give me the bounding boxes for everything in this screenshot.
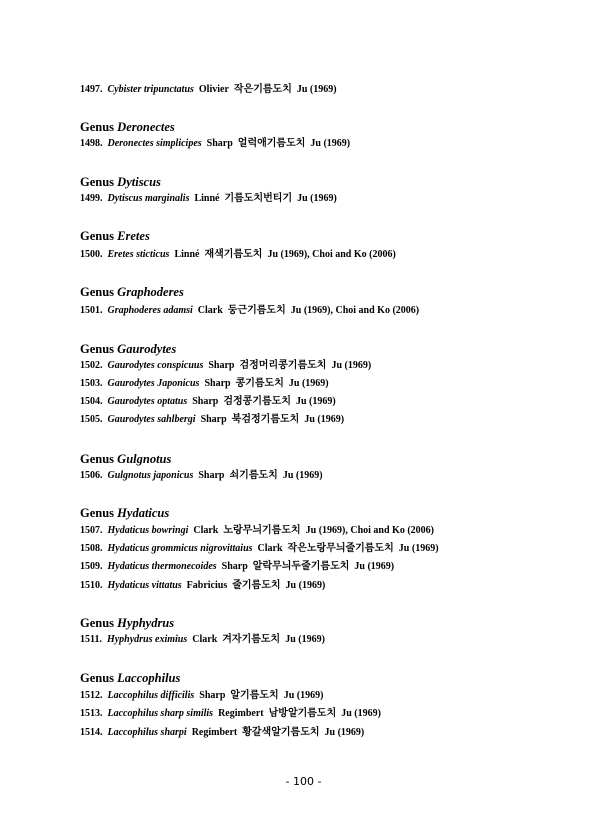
species-name: Eretes sticticus bbox=[107, 249, 170, 260]
korean-name: 남방알기름도치 bbox=[268, 708, 337, 719]
species-author: Sharp bbox=[204, 378, 231, 389]
species-entry bbox=[80, 689, 567, 703]
reference: Ju (1969) bbox=[324, 727, 365, 738]
species-entry bbox=[80, 304, 567, 318]
korean-name: 검정콩기름도치 bbox=[223, 396, 291, 407]
entry-number: 1497. bbox=[80, 84, 103, 95]
species-name: Gaurodytes sahlbergi bbox=[107, 414, 196, 425]
species-entry bbox=[80, 377, 567, 391]
korean-name: 쇠기름도치 bbox=[229, 470, 278, 481]
reference: Ju (1969) bbox=[296, 84, 337, 95]
entry-number: 1509. bbox=[80, 561, 103, 572]
species-entry bbox=[80, 192, 567, 206]
reference: Ju (1969) bbox=[295, 396, 336, 407]
species-name: Laccophilus sharp similis bbox=[107, 708, 214, 719]
reference: Ju (1969) bbox=[285, 580, 326, 591]
entry-number: 1500. bbox=[80, 249, 103, 260]
genus-heading bbox=[80, 284, 567, 300]
species-author: Clark bbox=[197, 305, 223, 316]
species-author: Regimbert bbox=[191, 727, 238, 738]
korean-name: 황갈색알기름도치 bbox=[242, 727, 320, 738]
korean-name: 얼럭애기름도치 bbox=[237, 138, 306, 149]
genus-heading bbox=[80, 174, 567, 190]
species-name: Cybister tripunctatus bbox=[107, 84, 194, 95]
species-entry bbox=[80, 633, 567, 647]
species-name: Graphoderes adamsi bbox=[107, 305, 193, 316]
korean-name: 겨자기름도치 bbox=[222, 634, 281, 645]
korean-name: 알락무늬두줄기름도치 bbox=[252, 561, 350, 572]
korean-name: 노랑무늬기름도치 bbox=[223, 525, 301, 536]
species-author: Clark bbox=[193, 525, 219, 536]
species-name: Deronectes simplicipes bbox=[107, 138, 202, 149]
korean-name: 작은기름도치 bbox=[233, 84, 292, 95]
page-number: - 100 - bbox=[285, 775, 322, 788]
reference: Ju (1969) bbox=[354, 561, 395, 572]
entry-number: 1499. bbox=[80, 193, 103, 204]
species-author: Clark bbox=[257, 543, 283, 554]
korean-name: 둥근기름도치 bbox=[227, 305, 286, 316]
reference: Ju (1969) bbox=[285, 634, 325, 645]
genus-prefix: Genus bbox=[80, 452, 115, 466]
genus-name: Dytiscus bbox=[117, 175, 161, 189]
genus-prefix: Genus bbox=[80, 229, 115, 243]
reference: Ju (1969) bbox=[304, 414, 345, 425]
reference: Ju (1969), Choi and Ko (2006) bbox=[267, 249, 396, 260]
species-author: Sharp bbox=[199, 690, 226, 701]
genus-prefix: Genus bbox=[80, 285, 115, 299]
reference: Ju (1969), Choi and Ko (2006) bbox=[305, 525, 434, 536]
genus-heading bbox=[80, 615, 567, 631]
korean-name: 재색기름도치 bbox=[204, 249, 263, 260]
genus-prefix: Genus bbox=[80, 120, 115, 134]
korean-name: 북검정기름도치 bbox=[231, 414, 300, 425]
species-author: Linné bbox=[194, 193, 220, 204]
entry-number: 1511. bbox=[80, 634, 102, 645]
genus-name: Deronectes bbox=[117, 120, 175, 134]
genus-prefix: Genus bbox=[80, 342, 115, 356]
genus-heading bbox=[80, 451, 567, 467]
genus-name: Hydaticus bbox=[117, 506, 170, 520]
genus-heading bbox=[80, 119, 567, 135]
species-entry bbox=[80, 137, 567, 151]
genus-name: Laccophilus bbox=[117, 671, 181, 685]
species-entry bbox=[80, 248, 567, 262]
genus-prefix: Genus bbox=[80, 506, 115, 520]
species-author: Clark bbox=[192, 634, 218, 645]
reference: Ju (1969) bbox=[288, 378, 329, 389]
entry-number: 1507. bbox=[80, 525, 103, 536]
reference: Ju (1969) bbox=[297, 193, 337, 204]
species-name: Gaurodytes Japonicus bbox=[107, 378, 200, 389]
entry-number: 1514. bbox=[80, 727, 103, 738]
genus-name: Gulgnotus bbox=[117, 452, 172, 466]
genus-prefix: Genus bbox=[80, 175, 115, 189]
genus-prefix: Genus bbox=[80, 616, 115, 630]
species-author: Sharp bbox=[208, 360, 235, 371]
species-entry bbox=[80, 359, 567, 373]
entry-number: 1513. bbox=[80, 708, 103, 719]
genus-heading bbox=[80, 341, 567, 357]
entry-number: 1508. bbox=[80, 543, 103, 554]
species-name: Gaurodytes conspicuus bbox=[107, 360, 204, 371]
korean-name: 기름도치번티기 bbox=[224, 193, 293, 204]
reference: Ju (1969), Choi and Ko (2006) bbox=[290, 305, 420, 316]
species-name: Dytiscus marginalis bbox=[107, 193, 190, 204]
korean-name: 작은노랑무늬줄기름도치 bbox=[287, 543, 394, 554]
species-name: Hydaticus vittatus bbox=[107, 580, 182, 591]
species-author: Sharp bbox=[200, 414, 227, 425]
species-name: Hydaticus grommicus nigrovittaius bbox=[107, 543, 253, 554]
korean-name: 검정머리콩기름도치 bbox=[239, 360, 327, 371]
species-entry bbox=[80, 560, 567, 574]
genus-name: Hyphydrus bbox=[117, 616, 175, 630]
species-entry bbox=[80, 83, 567, 97]
species-entry bbox=[80, 413, 567, 427]
species-entry bbox=[80, 542, 567, 556]
species-name: Hyphydrus eximius bbox=[106, 634, 188, 645]
reference: Ju (1969) bbox=[341, 708, 381, 719]
korean-name: 콩기름도치 bbox=[235, 378, 284, 389]
reference: Ju (1969) bbox=[398, 543, 439, 554]
genus-prefix: Genus bbox=[80, 671, 115, 685]
korean-name: 줄기름도치 bbox=[232, 580, 281, 591]
genus-heading bbox=[80, 670, 567, 686]
species-author: Linné bbox=[174, 249, 200, 260]
entry-number: 1503. bbox=[80, 378, 103, 389]
species-name: Hydaticus thermonecoides bbox=[107, 561, 217, 572]
genus-name: Graphoderes bbox=[117, 285, 184, 299]
species-author: Regimbert bbox=[218, 708, 264, 719]
species-author: Fabricius bbox=[186, 580, 228, 591]
entry-number: 1512. bbox=[80, 690, 103, 701]
species-entry bbox=[80, 524, 567, 538]
species-name: Laccophilus sharpi bbox=[107, 727, 187, 738]
reference: Ju (1969) bbox=[331, 360, 372, 371]
species-entry bbox=[80, 707, 567, 721]
species-author: Sharp bbox=[221, 561, 248, 572]
reference: Ju (1969) bbox=[310, 138, 351, 149]
species-name: Laccophilus difficilis bbox=[107, 690, 195, 701]
species-name: Gaurodytes optatus bbox=[107, 396, 188, 407]
species-entry bbox=[80, 395, 567, 409]
species-author: Sharp bbox=[198, 470, 225, 481]
reference: Ju (1969) bbox=[282, 470, 323, 481]
genus-name: Gaurodytes bbox=[117, 342, 177, 356]
species-author: Sharp bbox=[192, 396, 219, 407]
genus-heading bbox=[80, 228, 567, 244]
reference: Ju (1969) bbox=[283, 690, 324, 701]
species-author: Olivier bbox=[198, 84, 229, 95]
species-name: Gulgnotus japonicus bbox=[107, 470, 194, 481]
species-entry bbox=[80, 469, 567, 483]
genus-name: Eretes bbox=[117, 229, 150, 243]
species-author: Sharp bbox=[206, 138, 233, 149]
species-entry bbox=[80, 579, 567, 593]
species-entry bbox=[80, 726, 567, 740]
entry-number: 1504. bbox=[80, 396, 103, 407]
korean-name: 알기름도치 bbox=[230, 690, 279, 701]
entry-number: 1506. bbox=[80, 470, 103, 481]
entry-number: 1502. bbox=[80, 360, 103, 371]
entry-number: 1498. bbox=[80, 138, 103, 149]
species-name: Hydaticus bowringi bbox=[107, 525, 189, 536]
entry-number: 1505. bbox=[80, 414, 103, 425]
entry-number: 1510. bbox=[80, 580, 103, 591]
genus-heading bbox=[80, 505, 567, 521]
entry-number: 1501. bbox=[80, 305, 103, 316]
